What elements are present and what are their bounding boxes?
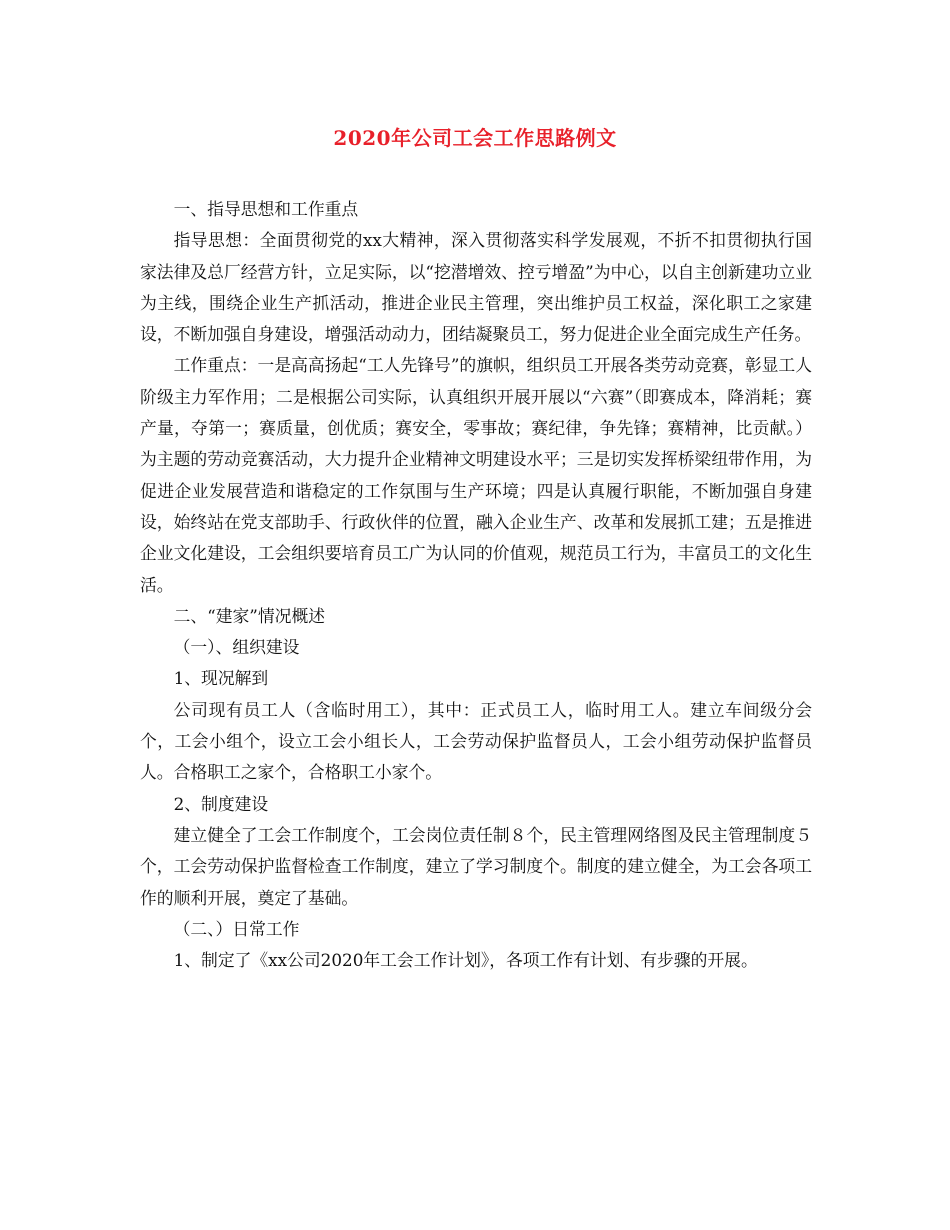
document-body xyxy=(140,194,812,976)
subsection-heading-daily: （二、）日常工作 xyxy=(173,918,300,939)
section-heading-1: 一、指导思想和工作重点 xyxy=(173,199,359,219)
subsection-heading-org: （一）、组织建设 xyxy=(173,637,300,658)
item-heading-system: 2、制度建设 xyxy=(173,793,269,814)
paragraph-system: 建立健全了工会工作制度个，工会岗位责任制８个，民主管理网络图及民主管理制度５个，工会劳动保护监督检查工作制度，建立了学习制度个。制度的建立健全，为工会各项工作的顺利开展，奠定了基础。 xyxy=(140,824,812,908)
item-heading-status: 1、现况解到 xyxy=(173,668,269,689)
paragraph-daily-plan: 1、制定了《xx公司2020年工会工作计划》，各项工作有计划、有步骤的开展。 xyxy=(173,950,758,971)
section-heading-2: 二、“建家”情况概述 xyxy=(173,605,326,626)
paragraph-guiding-thought: 指导思想：全面贯彻党的xx大精神，深入贯彻落实科学发展观，不折不扣贯彻执行国家法律及总厂经营方针，立足实际，以“挖潜增效、控亏增盈”为中心，以自主创新建功立业为主线，围绕企业生产抓活动，推进企业民主管理，突出维护员工权益，深化职工之家建设，不断加强自身建设，增强活动动力，团结凝聚员工，努力促进企业全面完成生产任务。 xyxy=(140,230,812,345)
document-title: 2020年公司工会工作思路例文 xyxy=(333,126,617,150)
paragraph-status: 公司现有员工人（含临时用工），其中：正式员工人，临时用工人。建立车间级分会个，工会小组个，设立工会小组长人，工会劳动保护监督员人，工会小组劳动保护监督员人。合格职工之家个，合格职工小家个。 xyxy=(140,699,812,783)
paragraph-work-focus: 工作重点：一是高高扬起“工人先锋号”的旗帜，组织员工开展各类劳动竞赛，彰显工人阶级主力军作用；二是根据公司实际，认真组织开展开展以“六赛”（即赛成本，降消耗；赛产量，夺第一；赛质量，创优质；赛安全，零事故；赛纪律，争先锋；赛精神，比贡献。）为主题的劳动竞赛活动，大力提升企业精神文明建设水平；三是切实发挥桥梁纽带作用，为促进企业发展营造和谐稳定的工作氛围与生产环境；四是认真履行职能，不断加强自身建设，始终站在党支部助手、行政伙伴的位置，融入企业生产、改革和发展抓工建；五是推进企业文化建设，工会组织要培育员工广为认同的价值观，规范员工行为，丰富员工的文化生活。 xyxy=(140,355,812,595)
